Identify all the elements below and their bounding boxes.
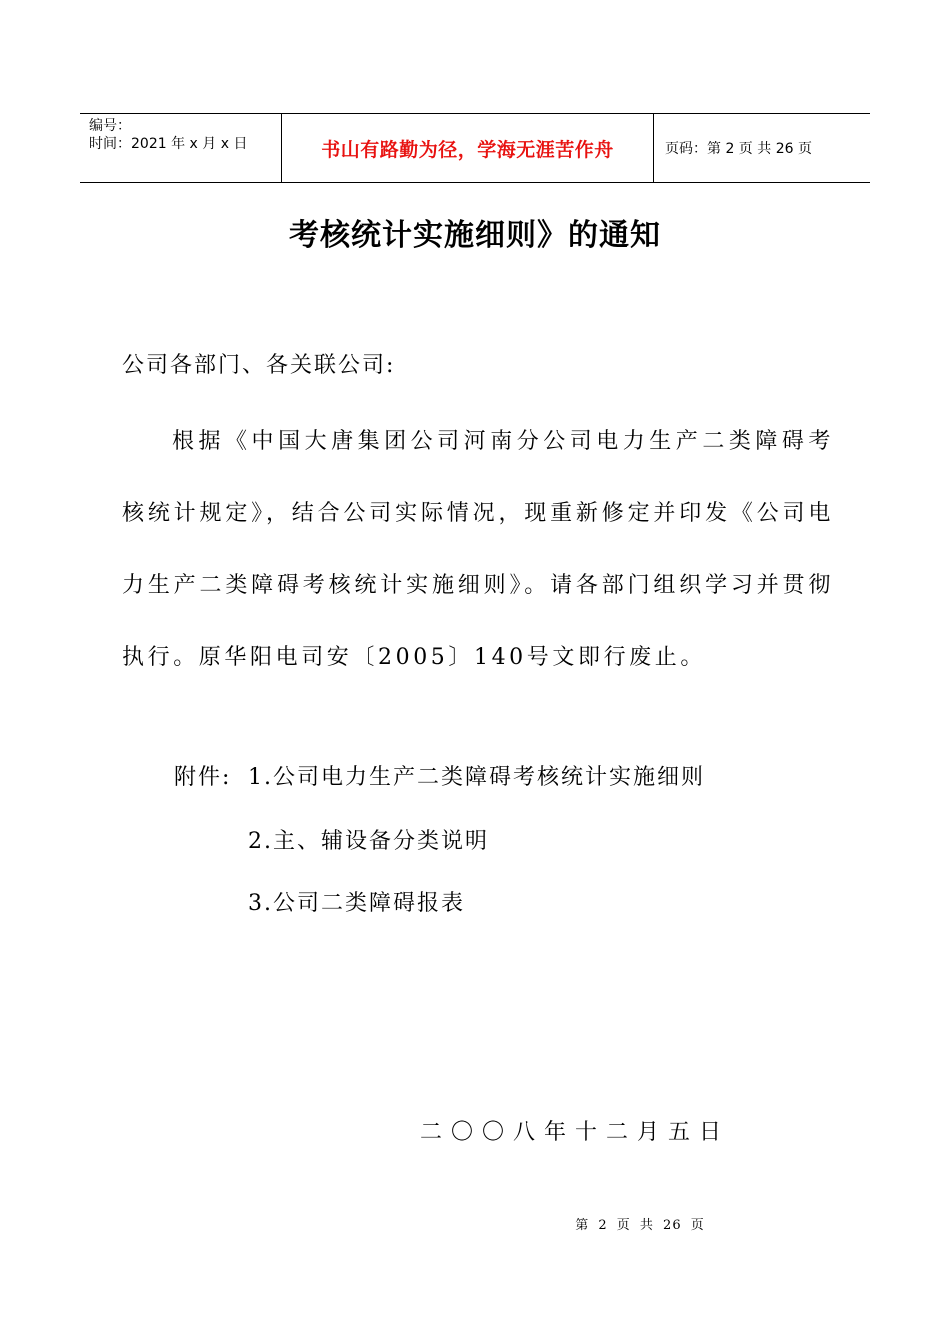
header-motto-cell (282, 114, 654, 182)
attachment-item: 1.公司电力生产二类障碍考核统计实施细则 (248, 765, 705, 790)
motto-text: 书山有路勤为径，学海无涯苦作舟 (321, 138, 614, 161)
time-label: 时间：2021 年 x 月 x 日 (89, 136, 248, 152)
body-paragraph: 根据《中国大唐集团公司河南分公司电力生产二类障碍考核统计规定》，结合公司实际情况，现重新修定并印发《公司电力生产二类障碍考核统计实施细则》。请各部门组织学习并贯彻执行。原华阳电司安〔2005〕140号文即行废止。 (122, 429, 834, 670)
page-footer: 第 2 页 共 26 页 (575, 1218, 705, 1233)
salutation: 公司各部门、各关联公司: (122, 353, 396, 378)
number-label: 编号： (89, 118, 131, 134)
header-meta-cell (80, 114, 282, 182)
attachment-item: 3.公司二类障碍报表 (248, 891, 465, 916)
header-page-cell (654, 114, 870, 182)
attachment-item: 2.主、辅设备分类说明 (248, 829, 489, 854)
document-title: 考核统计实施细则》的通知 (289, 218, 661, 253)
document-date: 二〇〇八年十二月五日 (420, 1120, 731, 1145)
document-header (80, 113, 870, 183)
page-info: 页码：第 2 页 共 26 页 (665, 141, 812, 157)
attachments-label: 附件: (174, 765, 232, 790)
